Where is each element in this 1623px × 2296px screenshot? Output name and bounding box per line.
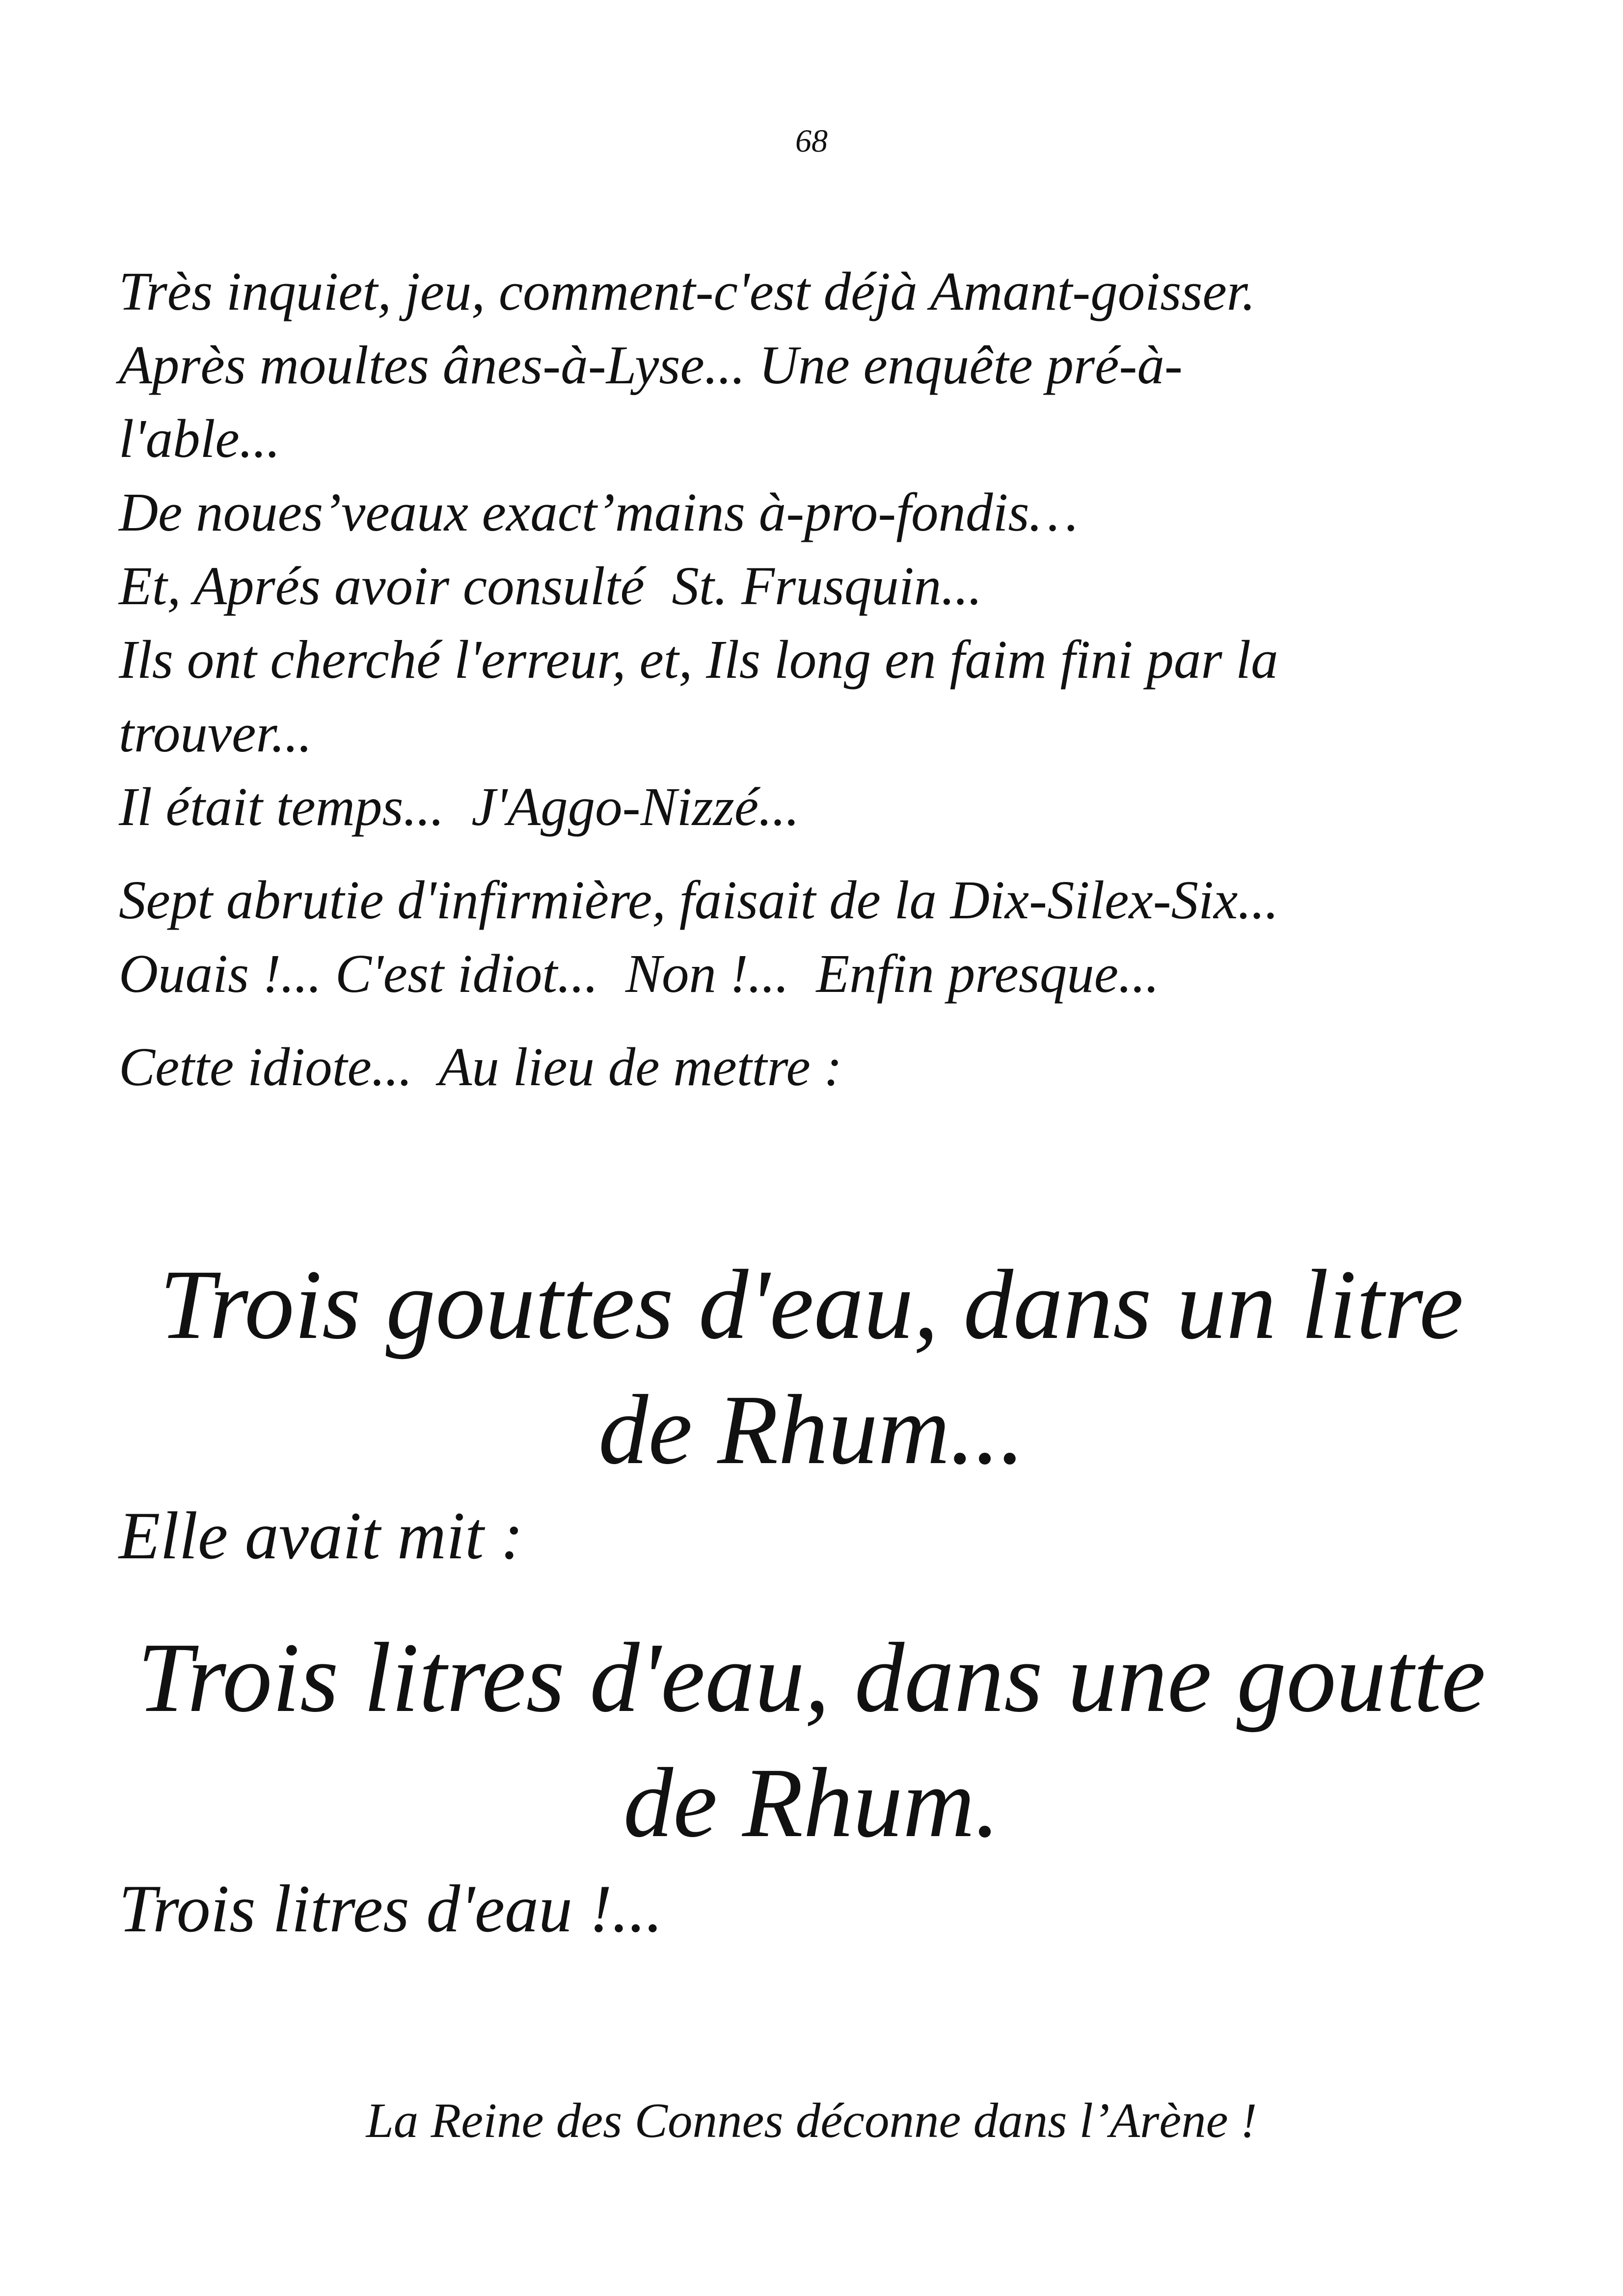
text-line: Et, Aprés avoir consulté St. Frusquin... bbox=[119, 556, 982, 616]
big-quote-2 bbox=[98, 1615, 1525, 1865]
big-quote-line: de Rhum. bbox=[623, 1747, 1000, 1858]
big-quote-line: Trois litres d'eau, dans une goutte bbox=[137, 1622, 1486, 1733]
text-line: Ils ont cherché l'erreur, et, Ils long en faim fini par la bbox=[119, 630, 1278, 690]
text-line: Sept abrutie d'infirmière, faisait de la Dix-Silex-Six... bbox=[119, 870, 1279, 931]
text-line: Très inquiet, jeu, comment-c'est déjà Amant-goisser. bbox=[119, 262, 1256, 322]
closing-line: Trois litres d'eau !... bbox=[119, 1871, 663, 1946]
text-line: Il était temps... J'Aggo-Nizzé... bbox=[119, 777, 800, 837]
text-line: Ouais !... C'est idiot... Non !... Enfin presque... bbox=[119, 944, 1160, 1004]
big-quote-line: de Rhum... bbox=[598, 1374, 1025, 1485]
big-quote-1 bbox=[98, 1242, 1525, 1492]
big-quote-line: Trois gouttes d'eau, dans un litre bbox=[159, 1249, 1464, 1360]
text-line: trouver... bbox=[119, 703, 312, 764]
text-line: l'able... bbox=[119, 409, 280, 469]
body-text bbox=[119, 255, 1513, 1104]
transition-line: Elle avait mit : bbox=[119, 1498, 523, 1573]
page-number: 68 bbox=[795, 123, 828, 159]
text-line: De noues’veaux exact’mains à-pro-fondis… bbox=[119, 482, 1078, 543]
page-footer: La Reine des Connes déconne dans l’Arène ! bbox=[366, 2093, 1257, 2148]
text-line: Après moultes ânes-à-Lyse... Une enquête pré-à- bbox=[119, 335, 1183, 396]
text-line: Cette idiote... Au lieu de mettre : bbox=[119, 1037, 842, 1097]
